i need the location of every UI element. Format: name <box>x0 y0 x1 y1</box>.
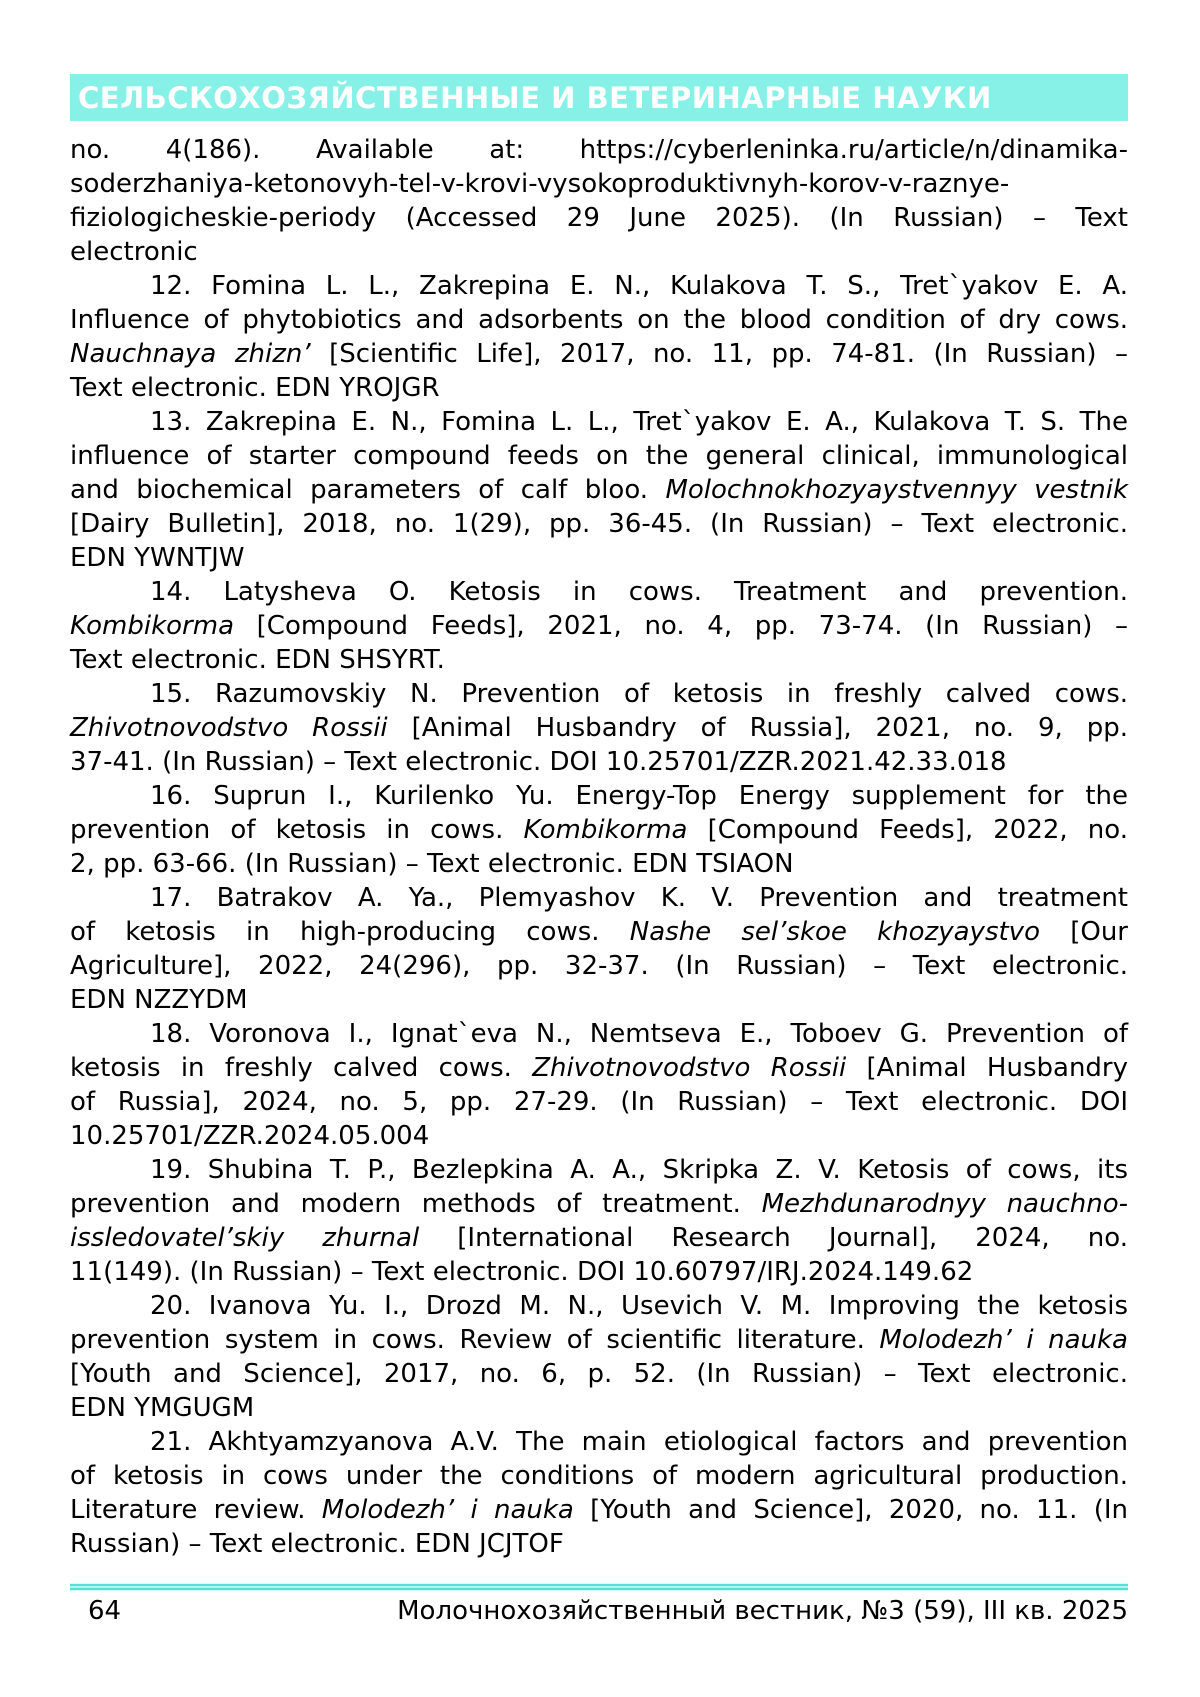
reference-line <box>70 507 1128 541</box>
reference-line <box>70 133 1128 167</box>
reference-line <box>70 1051 1128 1085</box>
reference-line <box>70 337 1128 371</box>
reference-text: EDN YWNTJW <box>70 543 245 573</box>
reference-line <box>70 1255 1128 1289</box>
reference-text: 19. Shubina T. P., Bezlepkina A. A., Skripka Z. V. Ketosis of cows, its <box>150 1155 1128 1185</box>
reference-text: 37-41. (In Russian) – Text electronic. DOI 10.25701/ZZR.2021.42.33.018 <box>70 747 1007 777</box>
section-title: СЕЛЬСКОХОЗЯЙСТВЕННЫЕ И ВЕТЕРИНАРНЫЕ НАУКИ <box>78 80 992 115</box>
reference-line <box>70 1323 1128 1357</box>
reference-paragraph <box>70 575 1128 677</box>
reference-text: [Animal Husbandry <box>846 1053 1128 1083</box>
reference-text: 17. Batrakov A. Ya., Plemyashov K. V. Prevention and treatment <box>150 883 1128 913</box>
reference-line <box>70 1527 1128 1561</box>
reference-line <box>70 1187 1128 1221</box>
reference-text: Text electronic. EDN YROJGR <box>70 373 440 403</box>
reference-line <box>70 1085 1128 1119</box>
reference-text: 20. Ivanova Yu. I., Drozd M. N., Usevich V. M. Improving the ketosis <box>150 1291 1128 1321</box>
reference-paragraph <box>70 779 1128 881</box>
reference-line <box>70 473 1128 507</box>
reference-line <box>70 541 1128 575</box>
reference-line <box>70 1459 1128 1493</box>
reference-text: [Our <box>1039 917 1128 947</box>
reference-text: electronic <box>70 237 198 267</box>
reference-text: and biochemical parameters of calf bloo. <box>70 475 666 505</box>
references-list <box>70 133 1128 1561</box>
reference-line <box>70 881 1128 915</box>
reference-text: ketosis in freshly calved cows. <box>70 1053 533 1083</box>
section-header-band <box>70 74 1128 121</box>
journal-title: Молочнохозяйственный вестник, №3 (59), III кв. 2025 <box>397 1596 1128 1626</box>
reference-paragraph <box>70 1017 1128 1153</box>
reference-line <box>70 1493 1128 1527</box>
reference-text: [Compound Feeds], 2022, no. <box>687 815 1128 845</box>
reference-line <box>70 269 1128 303</box>
reference-paragraph <box>70 1289 1128 1425</box>
reference-paragraph <box>70 881 1128 1017</box>
reference-line <box>70 643 1128 677</box>
journal-name-italic: Molodezh’ i nauka <box>879 1325 1128 1355</box>
reference-line <box>70 371 1128 405</box>
reference-paragraph <box>70 1153 1128 1289</box>
reference-text: of Russia], 2024, no. 5, pp. 27-29. (In Russian) – Text electronic. DOI <box>70 1087 1128 1117</box>
reference-line <box>70 711 1128 745</box>
reference-text: 10.25701/ZZR.2024.05.004 <box>70 1121 430 1151</box>
journal-name-italic: Kombikorma <box>70 611 234 641</box>
reference-paragraph <box>70 677 1128 779</box>
reference-text: 18. Voronova I., Ignat`eva N., Nemtseva E., Toboev G. Prevention of <box>150 1019 1128 1049</box>
reference-text: 21. Akhtyamzyanova A.V. The main etiological factors and prevention <box>150 1427 1128 1457</box>
reference-line <box>70 813 1128 847</box>
footer <box>70 1594 1128 1628</box>
reference-line <box>70 1357 1128 1391</box>
reference-text: 11(149). (In Russian) – Text electronic. DOI 10.60797/IRJ.2024.149.62 <box>70 1257 974 1287</box>
reference-text: Russian) – Text electronic. EDN JCJTOF <box>70 1529 564 1559</box>
reference-line <box>70 1119 1128 1153</box>
reference-line <box>70 677 1128 711</box>
journal-name-italic: issledovatel’skiy zhurnal <box>70 1223 420 1253</box>
reference-text: prevention of ketosis in cows. <box>70 815 524 845</box>
reference-text: Agriculture], 2022, 24(296), pp. 32-37. (In Russian) – Text electronic. <box>70 951 1128 981</box>
journal-name-italic: Molochnokhozyaystvennyy vestnik <box>665 475 1128 505</box>
reference-text: Influence of phytobiotics and adsorbents on the blood condition of dry cows. <box>70 305 1128 335</box>
reference-text: [Scientific Life], 2017, no. 11, pp. 74-81. (In Russian) – <box>310 339 1128 369</box>
reference-line <box>70 745 1128 779</box>
reference-line <box>70 201 1128 235</box>
reference-text: EDN YMGUGM <box>70 1393 255 1423</box>
footer-rule <box>70 1583 1128 1591</box>
reference-text: [Youth and Science], 2017, no. 6, p. 52. (In Russian) – Text electronic. <box>70 1359 1128 1389</box>
reference-line <box>70 915 1128 949</box>
reference-paragraph <box>70 1425 1128 1561</box>
reference-text: [Dairy Bulletin], 2018, no. 1(29), pp. 36-45. (In Russian) – Text electronic. <box>70 509 1128 539</box>
page-number: 64 <box>88 1596 122 1626</box>
reference-text: 2, pp. 63-66. (In Russian) – Text electronic. EDN TSIAON <box>70 849 794 879</box>
journal-name-italic: Zhivotnovodstvo Rossii <box>532 1053 847 1083</box>
reference-paragraph <box>70 405 1128 575</box>
reference-text: influence of starter compound feeds on the general clinical, immunological <box>70 441 1128 471</box>
journal-name-italic: Zhivotnovodstvo Rossii <box>70 713 388 743</box>
reference-text: 15. Razumovskiy N. Prevention of ketosis in freshly calved cows. <box>150 679 1128 709</box>
reference-paragraph <box>70 269 1128 405</box>
reference-line <box>70 439 1128 473</box>
journal-name-italic: Nauchnaya zhizn’ <box>70 339 311 369</box>
reference-text: soderzhaniya-ketonovyh-tel-v-krovi-vysokoproduktivnyh-korov-v-raznye- <box>70 169 1010 199</box>
journal-name-italic: Nashe sel’skoe khozyaystvo <box>629 917 1040 947</box>
journal-name-italic: Mezhdunarodnyy nauchno- <box>761 1189 1128 1219</box>
reference-text: 13. Zakrepina E. N., Fomina L. L., Tret`yakov E. A., Kulakova T. S. The <box>150 407 1128 437</box>
reference-text: Text electronic. EDN SHSYRT. <box>70 645 445 675</box>
reference-line <box>70 235 1128 269</box>
reference-text: [Youth and Science], 2020, no. 11. (In <box>573 1495 1128 1525</box>
reference-text: fiziologicheskie-periody (Accessed 29 June 2025). (In Russian) – Text <box>70 203 1128 233</box>
journal-name-italic: Molodezh’ i nauka <box>321 1495 574 1525</box>
journal-name-italic: Kombikorma <box>523 815 688 845</box>
reference-text: prevention and modern methods of treatment. <box>70 1189 762 1219</box>
reference-paragraph <box>70 133 1128 269</box>
reference-line <box>70 1391 1128 1425</box>
reference-line <box>70 405 1128 439</box>
reference-line <box>70 609 1128 643</box>
reference-text: of ketosis in cows under the conditions of modern agricultural production. <box>70 1461 1128 1491</box>
reference-text: EDN NZZYDM <box>70 985 248 1015</box>
reference-line <box>70 575 1128 609</box>
reference-line <box>70 1221 1128 1255</box>
reference-line <box>70 1289 1128 1323</box>
reference-text: Literature review. <box>70 1495 322 1525</box>
reference-line <box>70 779 1128 813</box>
reference-line <box>70 949 1128 983</box>
reference-text: [Compound Feeds], 2021, no. 4, pp. 73-74. (In Russian) – <box>234 611 1128 641</box>
reference-line <box>70 1153 1128 1187</box>
reference-text: [Animal Husbandry of Russia], 2021, no. 9, pp. <box>387 713 1128 743</box>
reference-text: no. 4(186). Available at: https://cyberleninka.ru/article/n/dinamika- <box>70 135 1128 165</box>
reference-text: [International Research Journal], 2024, no. <box>419 1223 1128 1253</box>
reference-line <box>70 1425 1128 1459</box>
reference-text: 16. Suprun I., Kurilenko Yu. Energy-Top Energy supplement for the <box>150 781 1128 811</box>
reference-text: 12. Fomina L. L., Zakrepina E. N., Kulakova T. S., Tret`yakov E. A. <box>150 271 1128 301</box>
reference-line <box>70 847 1128 881</box>
reference-line <box>70 983 1128 1017</box>
reference-line <box>70 303 1128 337</box>
reference-text: prevention system in cows. Review of scientific literature. <box>70 1325 880 1355</box>
reference-text: of ketosis in high-producing cows. <box>70 917 630 947</box>
reference-text: 14. Latysheva O. Ketosis in cows. Treatment and prevention. <box>150 577 1128 607</box>
reference-line <box>70 1017 1128 1051</box>
reference-line <box>70 167 1128 201</box>
